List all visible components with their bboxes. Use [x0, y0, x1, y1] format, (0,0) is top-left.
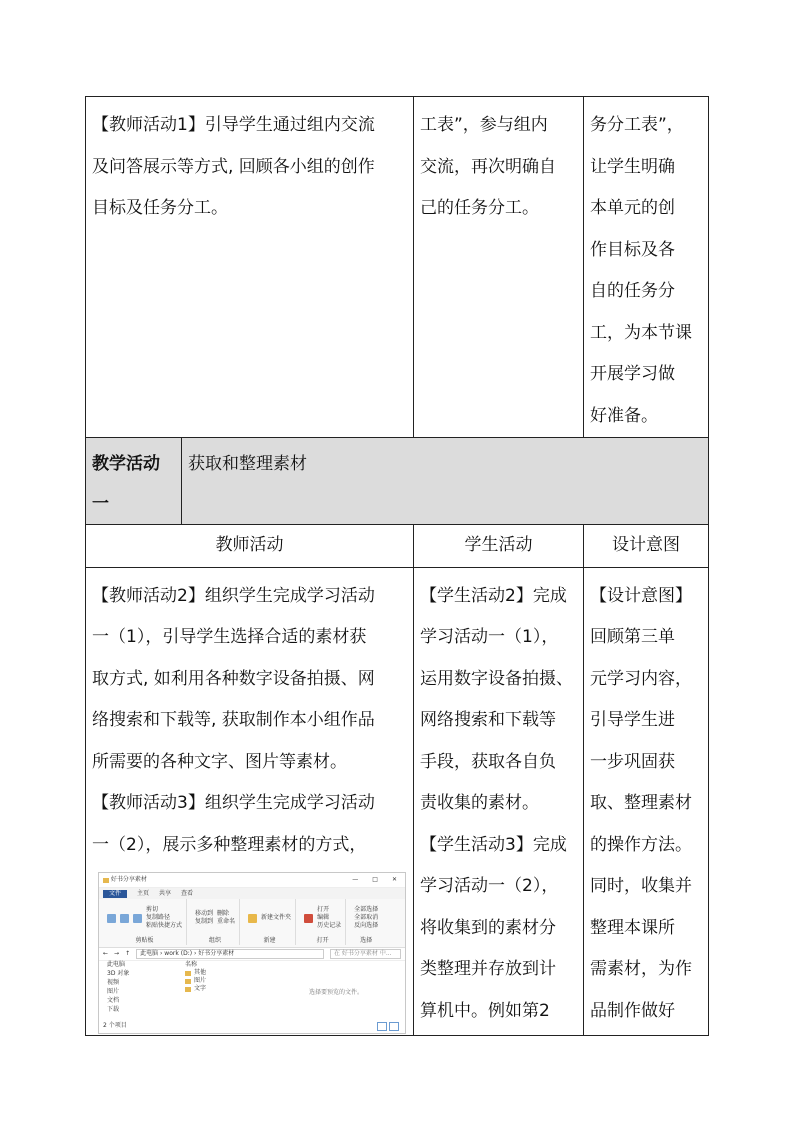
ribbon-item-select-none: 全部取消 — [354, 914, 379, 921]
nav-item: 3D 对象 — [107, 970, 130, 977]
details-view-icon — [377, 1022, 387, 1031]
ribbon-group-label: 选择 — [360, 937, 373, 944]
ribbon-item-copy-path: 复制路径 — [146, 914, 171, 921]
ribbon-group-organize — [191, 899, 240, 945]
folder-icon — [103, 878, 109, 883]
design-intent-2-text: 【设计意图】 回顾第三单 元学习内容， 引导学生进 一步巩固获 取、整理素材 的操作方法。 同时，收集并 整理本课所 需素材，为作 品制作做好 — [590, 585, 692, 1021]
ribbon-item-history: 历史记录 — [317, 922, 342, 929]
explorer-address-row — [99, 948, 405, 961]
ribbon-item-move-to: 移动到 — [195, 910, 214, 917]
close-icon: ✕ — [391, 876, 397, 883]
explorer-titlebar — [99, 873, 405, 888]
explorer-main — [99, 961, 405, 1025]
ribbon-item-cut: 剪切 — [146, 906, 159, 913]
teacher-activity-2-text: 【教师活动2】组织学生完成学习活动 一（1），引导学生选择合适的素材获 取方式, 如利用各种数字设备拍摄、网 络搜索和下载等, 获取制作本小组作品 所需要的各种文字、图片等素材。 【教师活动3】组织学生完成学习活动 一（2），展示多种整理素材的方式， — [92, 585, 375, 855]
minimize-icon: — — [352, 876, 359, 883]
ribbon-item-select-all: 全部选择 — [354, 906, 379, 913]
list-item — [185, 985, 405, 993]
nav-item: 此电脑 — [107, 961, 126, 968]
section-title-cell — [86, 438, 182, 525]
explorer-ribbon-tabs — [99, 888, 405, 899]
ribbon-item-rename: 重命名 — [217, 918, 236, 925]
ribbon-item-copy-to: 复制到 — [195, 918, 214, 925]
new-folder-icon — [248, 914, 257, 923]
section-name-cell — [182, 438, 709, 525]
copy-icon — [120, 914, 129, 923]
student-activity-cell — [414, 97, 584, 438]
large-icons-view-icon — [389, 1022, 399, 1031]
ribbon-item-invert: 反向选择 — [354, 922, 379, 929]
forward-icon: → — [114, 950, 120, 957]
header-intent: 设计意图 — [584, 525, 709, 568]
ribbon-group-clipboard — [103, 899, 187, 945]
explorer-status: 2 个项目 — [103, 1022, 127, 1029]
ribbon-group-label: 打开 — [316, 937, 329, 944]
explorer-window-title: 好书分享素材 — [110, 876, 147, 883]
ribbon-item-delete: 删除 — [217, 910, 230, 917]
section-name: 获取和整理素材 — [188, 454, 307, 474]
back-icon: ← — [103, 950, 109, 957]
tab-home: 主页 — [137, 889, 150, 897]
preview-hint: 选择要预览的文件。 — [309, 989, 364, 996]
tab-file: 文件 — [103, 890, 127, 898]
ribbon-group-new — [244, 899, 296, 945]
ribbon-item-edit: 编辑 — [317, 914, 330, 921]
ribbon-group-open — [300, 899, 346, 945]
view-toggle — [377, 1022, 399, 1031]
explorer-nav-pane — [99, 961, 179, 1025]
file-explorer-screenshot — [98, 872, 406, 1034]
list-item — [185, 969, 405, 977]
explorer-ribbon — [99, 899, 405, 948]
pin-icon — [107, 914, 116, 923]
ribbon-item-paste-shortcut: 粘贴快捷方式 — [146, 922, 183, 929]
section-title: 教学活动 一 — [92, 454, 160, 514]
nav-item: 图片 — [107, 988, 120, 995]
header-teacher: 教师活动 — [86, 525, 414, 568]
search-box: 在 好书分享素材 中... — [330, 949, 401, 959]
paste-icon — [133, 914, 142, 923]
student-activity-cell — [414, 567, 584, 1035]
tab-share: 共享 — [159, 889, 172, 897]
file-name: 文字 — [194, 985, 207, 992]
file-name: 其他 — [194, 969, 207, 976]
column-header-name: 名称 — [185, 961, 198, 968]
list-item — [185, 977, 405, 985]
student-activity-2-text: 【学生活动2】完成 学习活动一（1）， 运用数字设备拍摄、 网络搜索和下载等 手段，获取各自负 责收集的素材。 【学生活动3】完成 学习活动一（2）， 将收集到的素材分 类整理并存放到计 算机中。例如第2 — [420, 585, 573, 1021]
lesson-plan-table — [85, 96, 709, 1036]
design-intent-1-text: 务分工表”， 让学生明确 本单元的创 作目标及各 自的任务分 工，为本节课 开展学习做 好准备。 — [590, 115, 692, 426]
address-bar: 此电脑 › work (D:) › 好书分享素材 — [136, 949, 324, 959]
header-student: 学生活动 — [414, 525, 584, 568]
ribbon-group-select — [350, 899, 382, 945]
nav-item: 文档 — [107, 997, 120, 1004]
folder-icon — [185, 971, 191, 976]
nav-item: 下载 — [107, 1006, 120, 1013]
ribbon-item-new-folder: 新建文件夹 — [261, 914, 292, 921]
window-controls — [352, 876, 405, 884]
design-intent-cell — [584, 567, 709, 1035]
ribbon-group-label: 新建 — [263, 937, 276, 944]
folder-icon — [185, 979, 191, 984]
teacher-activity-1-text: 【教师活动1】引导学生通过组内交流 及问答展示等方式, 回顾各小组的创作 目标及任务分工。 — [92, 115, 375, 218]
teacher-activity-cell — [86, 97, 414, 438]
teacher-activity-cell — [86, 567, 414, 1035]
properties-icon — [304, 914, 313, 923]
table-row — [86, 97, 709, 438]
nav-item: 视频 — [107, 979, 120, 986]
folder-icon — [185, 987, 191, 992]
tab-view: 查看 — [181, 889, 194, 897]
ribbon-group-label: 组织 — [209, 937, 222, 944]
student-activity-1-text: 工表”，参与组内 交流，再次明确自 己的任务分工。 — [420, 115, 556, 218]
up-icon: ↑ — [125, 950, 131, 957]
table-row — [86, 567, 709, 1035]
design-intent-cell — [584, 97, 709, 438]
header-row — [86, 525, 709, 568]
file-name: 图片 — [194, 977, 207, 984]
explorer-file-list — [179, 961, 405, 1025]
section-row — [86, 438, 709, 525]
ribbon-group-label: 剪贴板 — [135, 937, 154, 944]
ribbon-item-open: 打开 — [317, 906, 330, 913]
maximize-icon: □ — [372, 876, 378, 883]
